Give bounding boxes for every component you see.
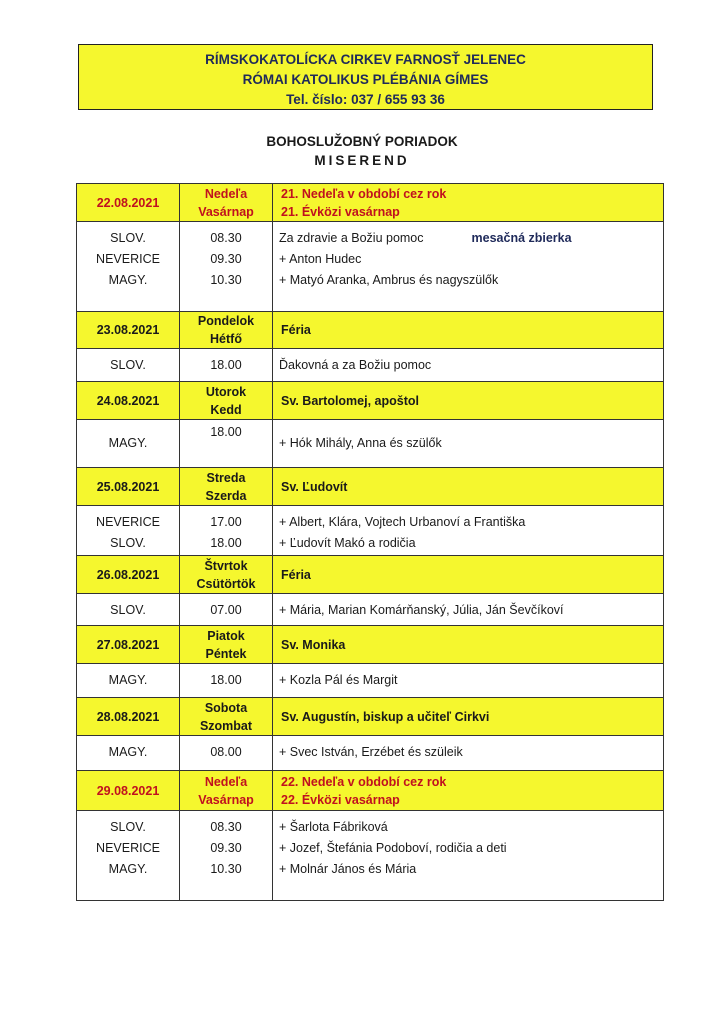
day-name [180, 468, 273, 506]
feast-name-hu: 21. Évközi vasárnap [281, 204, 400, 219]
parish-header [78, 44, 653, 110]
feast-name-sk: 21. Nedeľa v období cez rok [281, 186, 447, 201]
mass-intention: + Jozef, Štefánia Podoboví, rodičia a deti [279, 841, 507, 855]
day-name-hu: Vasárnap [198, 792, 254, 807]
intention-cell [273, 349, 664, 382]
day-name-sk: Štvrtok [204, 558, 248, 573]
day-header-row [77, 184, 664, 222]
day-name [180, 184, 273, 222]
day-name-sk: Sobota [204, 700, 248, 715]
day-name-sk: Nedeľa [204, 774, 248, 789]
feast-name-sk: Sv. Monika [273, 626, 664, 664]
mass-intention: Ďakovná a za Božiu pomoc [279, 358, 432, 372]
feast-name-sk: Sv. Bartolomej, apoštol [273, 382, 664, 420]
parish-phone: Tel. číslo: 037 / 655 93 36 [286, 92, 445, 107]
day-header-row [77, 626, 664, 664]
mass-intention: + Albert, Klára, Vojtech Urbanoví a Františka [279, 515, 526, 529]
schedule-title-sk: BOHOSLUŽOBNÝ PORIADOK [266, 134, 458, 149]
day-date: 26.08.2021 [77, 556, 180, 594]
mass-language: MAGY. [108, 673, 148, 687]
intention-cell [273, 664, 664, 698]
mass-language: SLOV. [110, 536, 146, 550]
mass-time: 08.00 [210, 745, 242, 759]
day-name-hu: Vasárnap [198, 204, 254, 219]
mass-language: MAGY. [108, 273, 148, 287]
mass-language: SLOV. [110, 231, 146, 245]
feast-name-sk: Sv. Ľudovít [273, 468, 664, 506]
mass-row [77, 594, 664, 626]
time-cell [180, 349, 273, 382]
time-cell [180, 664, 273, 698]
intention-cell [273, 811, 664, 901]
day-date: 29.08.2021 [77, 771, 180, 811]
day-date: 24.08.2021 [77, 382, 180, 420]
language-cell [77, 222, 180, 312]
feast-name-sk: Sv. Augustín, biskup a učiteľ Cirkvi [273, 698, 664, 736]
mass-row [77, 420, 664, 468]
mass-language: SLOV. [110, 603, 146, 617]
intention-cell [273, 506, 664, 556]
mass-intention: + Šarlota Fábriková [279, 820, 388, 834]
time-cell [180, 594, 273, 626]
day-name [180, 626, 273, 664]
mass-row [77, 506, 664, 556]
language-cell [77, 594, 180, 626]
feast-name-sk: 22. Nedeľa v období cez rok [281, 774, 447, 789]
day-header-row [77, 382, 664, 420]
day-name-sk: Utorok [205, 384, 247, 399]
time-cell [180, 736, 273, 771]
day-name-hu: Hétfő [210, 332, 242, 346]
parish-name-hu: RÓMAI KATOLIKUS PLÉBÁNIA GÍMES [242, 72, 489, 87]
mass-intention: + Kozla Pál és Margit [279, 673, 398, 687]
day-header-row [77, 556, 664, 594]
day-name-hu: Csütörtök [196, 576, 256, 591]
mass-language: MAGY. [108, 436, 148, 450]
time-cell [180, 811, 273, 901]
mass-intention: + Hók Mihály, Anna és szülők [279, 436, 442, 450]
schedule-title-hu: MISEREND [314, 153, 410, 168]
mass-intention: + Svec István, Erzébet és szüleik [279, 745, 463, 759]
day-header-row [77, 771, 664, 811]
mass-time: 07.00 [210, 603, 242, 617]
day-name-hu: Szombat [199, 718, 253, 733]
mass-time: 18.00 [210, 673, 242, 687]
mass-intention: + Anton Hudec [279, 252, 362, 266]
mass-row [77, 664, 664, 698]
mass-time: 10.30 [210, 273, 242, 287]
mass-row [77, 222, 664, 312]
day-header-row [77, 698, 664, 736]
mass-schedule-table [76, 183, 664, 901]
feast-cell [273, 771, 664, 811]
time-cell [180, 420, 273, 468]
mass-time: 18.00 [210, 358, 242, 372]
mass-time: 08.30 [210, 231, 242, 245]
day-header-row [77, 468, 664, 506]
day-name-sk: Piatok [207, 628, 245, 643]
day-date: 25.08.2021 [77, 468, 180, 506]
mass-time: 18.00 [210, 536, 242, 550]
mass-time: 09.30 [210, 841, 242, 855]
day-date: 27.08.2021 [77, 626, 180, 664]
day-name [180, 382, 273, 420]
day-date: 28.08.2021 [77, 698, 180, 736]
day-name-hu: Kedd [210, 402, 242, 417]
day-name-sk: Pondelok [197, 314, 255, 328]
mass-intention: + Mária, Marian Komárňanský, Júlia, Ján Ševčíkoví [279, 603, 564, 617]
mass-row [77, 736, 664, 771]
language-cell [77, 736, 180, 771]
mass-time: 09.30 [210, 252, 242, 266]
mass-time: 08.30 [210, 820, 242, 834]
time-cell [180, 506, 273, 556]
mass-time: 10.30 [210, 862, 242, 876]
day-name-hu: Péntek [205, 646, 247, 661]
collection-note: mesačná zbierka [471, 231, 572, 245]
mass-language: SLOV. [110, 358, 146, 372]
day-date: 22.08.2021 [77, 184, 180, 222]
mass-language: NEVERICE [96, 515, 160, 529]
day-name-hu: Szerda [205, 488, 247, 503]
parish-name-sk: RÍMSKOKATOLÍCKA CIRKEV FARNOSŤ JELENEC [205, 52, 526, 67]
language-cell [77, 506, 180, 556]
day-date: 23.08.2021 [77, 312, 180, 349]
time-cell [180, 222, 273, 312]
mass-language: NEVERICE [96, 841, 160, 855]
mass-language: NEVERICE [96, 252, 160, 266]
mass-intention: + Molnár János és Mária [279, 862, 417, 876]
mass-intention: + Matyó Aranka, Ambrus és nagyszülők [279, 273, 499, 287]
intention-cell [273, 222, 664, 312]
day-name-sk: Streda [206, 470, 246, 485]
mass-time: 18.00 [210, 425, 242, 439]
day-name [180, 556, 273, 594]
mass-time: 17.00 [210, 515, 242, 529]
mass-language: MAGY. [108, 862, 148, 876]
feast-cell [273, 184, 664, 222]
language-cell [77, 420, 180, 468]
day-header-row [77, 312, 664, 349]
mass-intention: Za zdravie a Božiu pomoc [279, 231, 424, 245]
mass-language: SLOV. [110, 820, 146, 834]
mass-row [77, 349, 664, 382]
day-name-sk: Nedeľa [204, 186, 248, 201]
day-name [180, 312, 273, 349]
intention-cell [273, 736, 664, 771]
language-cell [77, 349, 180, 382]
mass-intention: + Ľudovít Makó a rodičia [279, 536, 416, 550]
feast-name-hu: 22. Évközi vasárnap [281, 792, 400, 807]
mass-row [77, 811, 664, 901]
language-cell [77, 811, 180, 901]
language-cell [77, 664, 180, 698]
day-name [180, 698, 273, 736]
intention-cell [273, 420, 664, 468]
feast-name-sk: Féria [273, 312, 664, 349]
intention-cell [273, 594, 664, 626]
feast-name-sk: Féria [273, 556, 664, 594]
mass-language: MAGY. [108, 745, 148, 759]
day-name [180, 771, 273, 811]
